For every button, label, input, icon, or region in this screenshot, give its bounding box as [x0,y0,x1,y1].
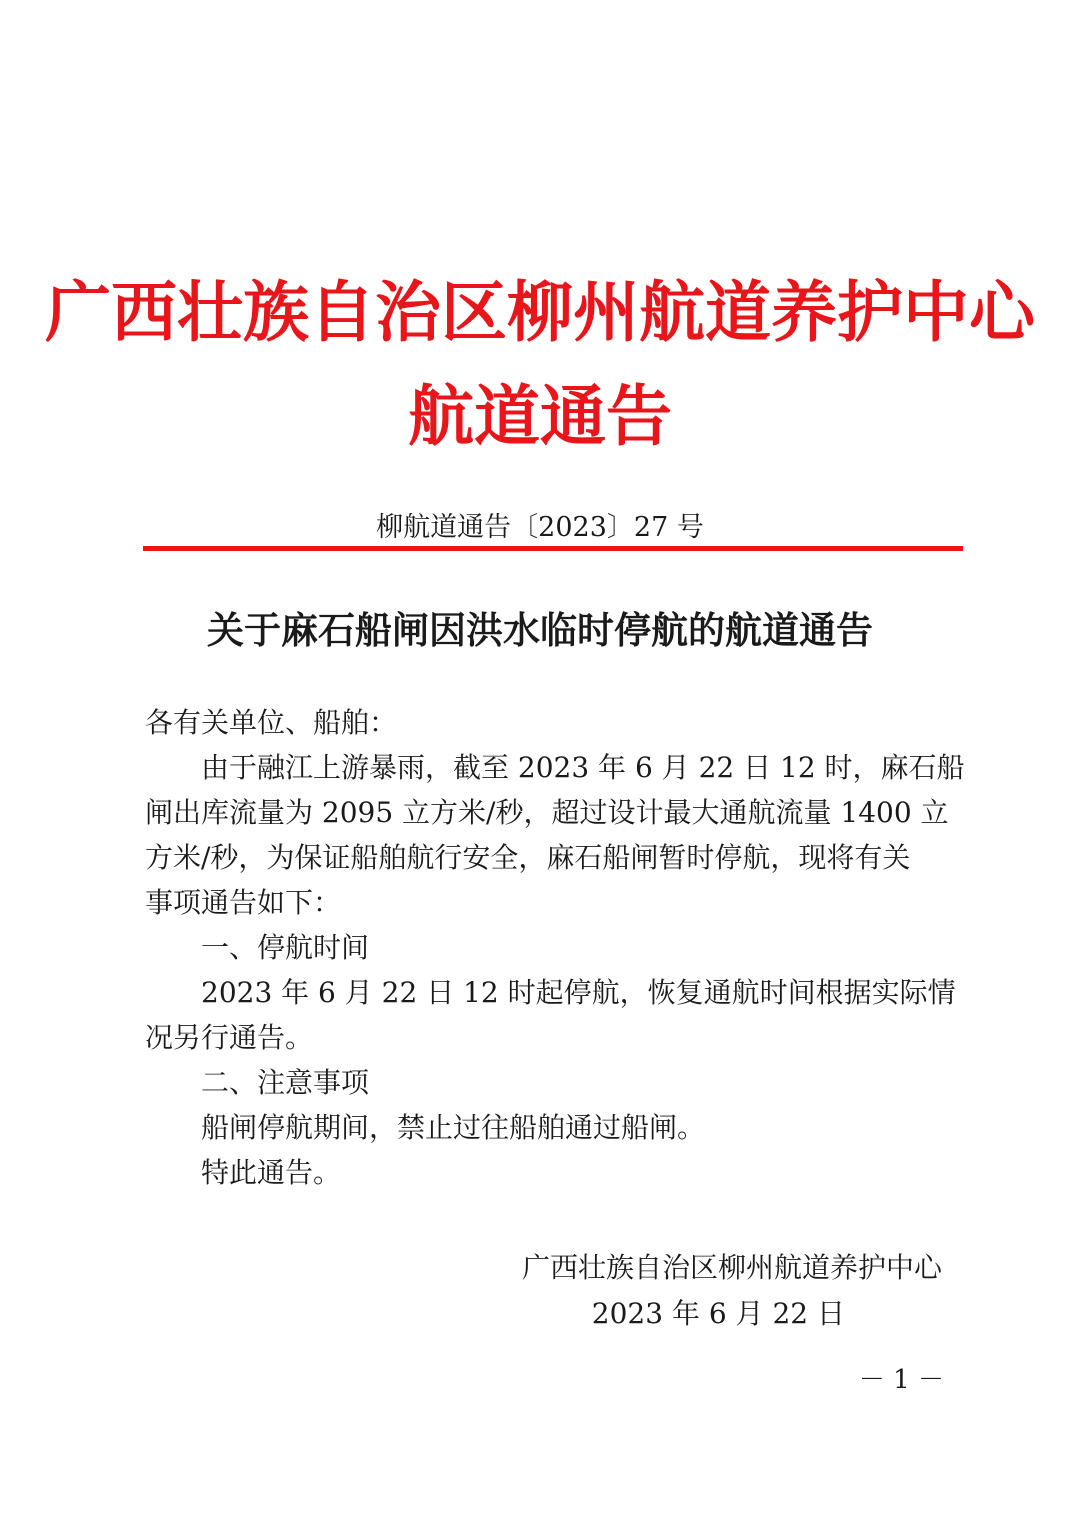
paragraph-line [145,790,949,835]
paragraph-line-text: 闸出库流量为 2095 立方米/秒，超过设计最大通航流量 1400 立 [145,796,949,829]
paragraph-line [145,745,965,790]
paragraph-intro [145,745,965,925]
org-title-line2: 航道通告 [408,377,672,455]
section2-text: 船闸停航期间，禁止过往船舶通过船闸。 [145,1111,706,1144]
notice-title: 关于麻石船闸因洪水临时停航的航道通告 [207,608,873,652]
section1-heading: 一、停航时间 [145,931,370,964]
page-number: － 1 － [858,1365,944,1395]
salutation: 各有关单位、船舶： [145,706,398,739]
section1-text [145,970,956,1060]
paragraph-line [145,880,945,925]
red-divider-rule [143,546,963,551]
document-number: 柳航道通告〔2023〕27 号 [376,512,704,543]
paragraph-line [145,835,945,880]
paragraph-line-text: 2023 年 6 月 22 日 12 时起停航，恢复通航时间根据实际情 [145,976,956,1009]
paragraph-line [145,970,956,1015]
org-title-line1: 广西壮族自治区柳州航道养护中心 [45,273,1035,351]
section2-heading: 二、注意事项 [145,1066,370,1099]
closing-text: 特此通告。 [145,1156,342,1189]
signature-date: 2023 年 6 月 22 日 [591,1297,845,1330]
paragraph-line-text: 事项通告如下： [145,886,342,919]
paragraph-line [145,1015,945,1060]
signature-organization: 广西壮族自治区柳州航道养护中心 [521,1251,942,1284]
paragraph-line-text: 由于融江上游暴雨，截至 2023 年 6 月 22 日 12 时，麻石船 [145,751,965,784]
paragraph-line-text: 方米/秒，为保证船舶航行安全，麻石船闸暂时停航，现将有关 [145,841,911,874]
paragraph-line-text: 况另行通告。 [145,1021,314,1054]
